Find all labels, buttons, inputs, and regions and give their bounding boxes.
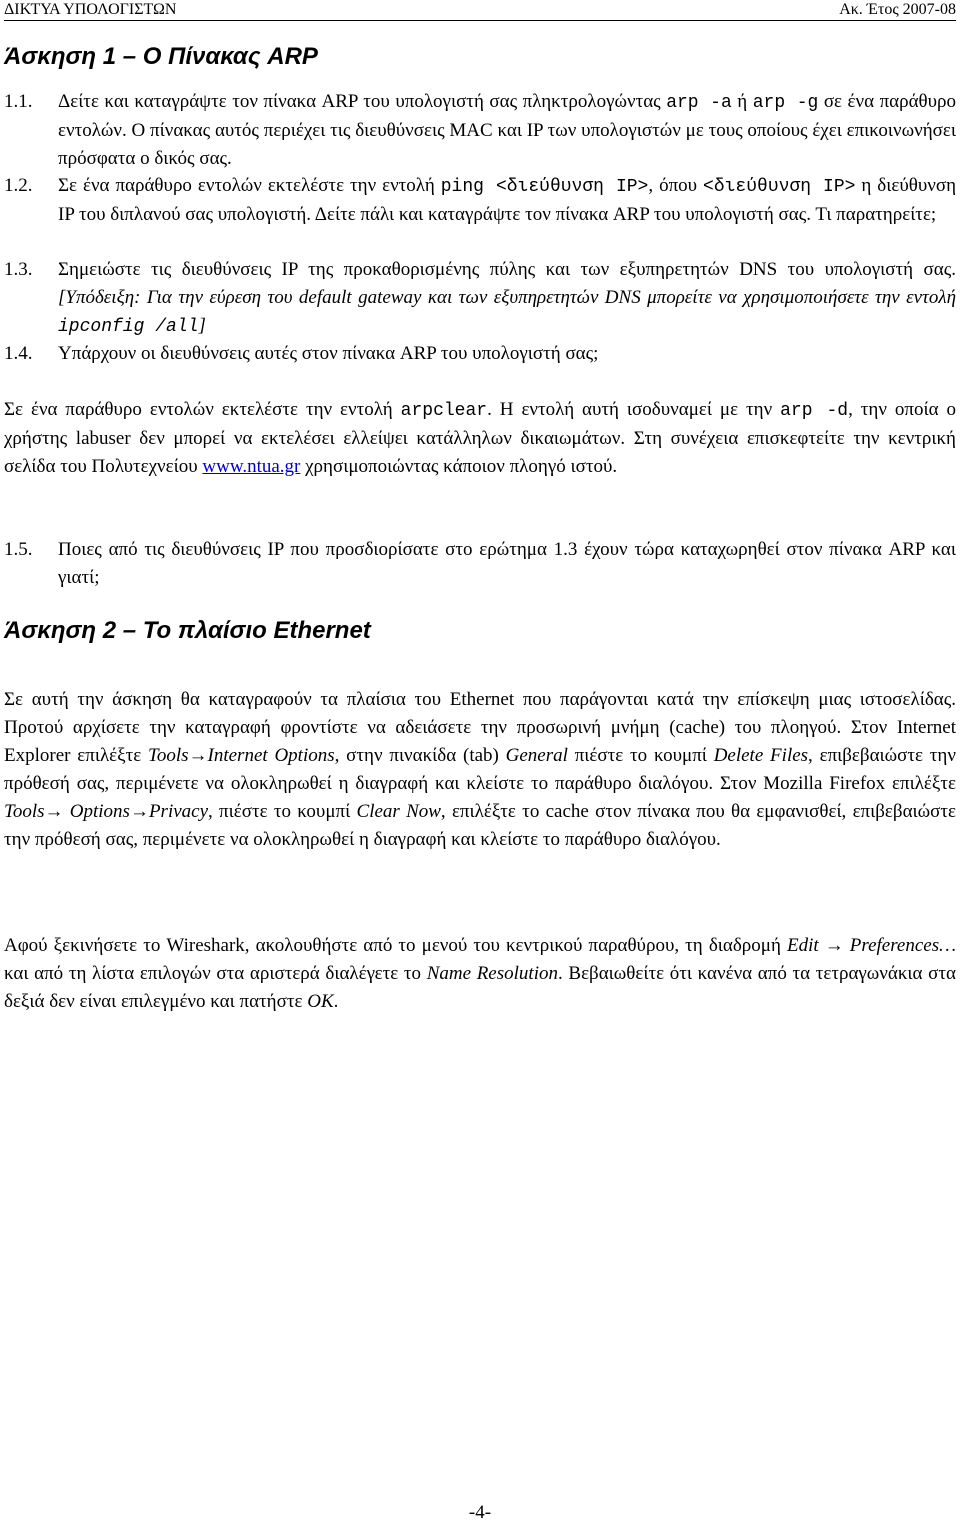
command-arp-a: arp -a [666, 93, 732, 113]
command-arp-g: arp -g [752, 93, 819, 113]
page-number: -4- [468, 1502, 492, 1523]
question-1-4 [4, 340, 956, 368]
question-number: 1.2. [4, 175, 33, 196]
running-header [4, 0, 956, 21]
menu-path-ie: Tools→Internet Options [148, 745, 335, 766]
tab-general: General [505, 745, 568, 766]
command-arpclear: arpclear [400, 401, 488, 421]
button-clear-now: Clear Now [356, 801, 441, 822]
header-year: Ακ. Έτος 2007-08 [839, 1, 956, 18]
question-number: 1.5. [4, 539, 33, 560]
question-text: Υπάρχουν οι διευθύνσεις αυτές στον πίνακα ARP του υπολογιστή σας; [58, 343, 599, 364]
arpclear-paragraph: Σε ένα παράθυρο εντολών εκτελέστε την εντολή arpclear. Η εντολή αυτή ισοδυναμεί με την arp -d, την οποία ο χρήστης labuser δεν μπορεί να εκτελέσει ελλείψει κατάλληλων δικαιωμάτων. Στη συνέχεια επισκεφτείτε την κεντρική σελίδα του Πολυτεχνείου www.ntua.gr χρησιμοποιώντας κάποιον πλοηγό ιστού. [4, 399, 956, 477]
ip-placeholder: <διεύθυνση IP> [703, 177, 856, 197]
button-ok: OK [307, 991, 334, 1012]
button-delete-files: Delete Files [713, 745, 809, 766]
question-1-5 [4, 536, 956, 592]
command-ipconfig: ipconfig /all [58, 317, 199, 337]
question-1-1 [4, 88, 956, 173]
question-1-2 [4, 172, 956, 229]
question-1-3 [4, 256, 956, 341]
hint-text: [Υπόδειξη: Για την εύρεση του default gateway και των εξυπηρετητών DNS μπορείτε να χρησιμοποιήσετε την εντολή [58, 287, 956, 308]
question-text: Ποιες από τις διευθύνσεις IP που προσδιορίσατε στο ερώτημα 1.3 έχουν τώρα καταχωρηθεί στον πίνακα ARP και γιατί; [58, 539, 956, 588]
question-text: Σημειώστε τις διευθύνσεις IP της προκαθορισμένης πύλης και των εξυπηρετητών DNS του υπολογιστή σας. [Υπόδειξη: Για την εύρεση του default gateway και των εξυπηρετητών DNS μπορείτε να χρησιμοποιήσετε την εντολή ipconfig /all] [58, 259, 956, 337]
ntua-link[interactable]: www.ntua.gr [202, 456, 301, 477]
menu-path-firefox: Tools→ Options→Privacy [4, 801, 209, 822]
question-number: 1.3. [4, 259, 33, 280]
header-course: ΔΙΚΤΥΑ ΥΠΟΛΟΓΙΣΤΩΝ [4, 1, 177, 18]
exercise-1-title: Άσκηση 1 – Ο Πίνακας ARP [4, 43, 318, 70]
command-arp-d: arp -d [780, 401, 849, 421]
menu-path-edit-preferences: Edit → Preferences… [786, 935, 956, 956]
question-number: 1.4. [4, 343, 33, 364]
question-text: Σε ένα παράθυρο εντολών εκτελέστε την εντολή ping <διεύθυνση IP>, όπου <διεύθυνση IP> η διεύθυνση IP του διπλανού σας υπολογιστή. Δείτε πάλι και καταγράψτε τον πίνακα ARP του υπολογιστή σας. Τι παρατηρείτε; [58, 175, 957, 225]
command-ping: ping <διεύθυνση IP> [440, 177, 649, 197]
cache-paragraph: Σε αυτή την άσκηση θα καταγραφούν τα πλαίσια του Ethernet που παράγονται κατά την επίσκεψη μιας ιστοσελίδας. Προτού αρχίσετε την καταγραφή φροντίστε να αδειάσετε την προσωρινή μνήμη (cache) του πλοηγού. Στον Internet Explorer επιλέξτε Tools→Internet Options, στην πινακίδα (tab) General πιέστε το κουμπί Delete Files, επιβεβαιώστε την πρόθεσή σας, περιμένετε να ολοκληρωθεί η διαγραφή και κλείστε το παράθυρο διαλόγου. Στον Mozilla Firefox επιλέξτε Tools→ Options→Privacy, πιέστε το κουμπί Clear Now, επιλέξτε το cache στον πίνακα που θα εμφανισθεί, επιβεβαιώστε την πρόθεσή σας, περιμένετε να ολοκληρωθεί η διαγραφή και κλείστε το παράθυρο διαλόγου. [4, 689, 957, 850]
question-number: 1.1. [4, 91, 33, 112]
exercise-2-title: Άσκηση 2 – Το πλαίσιο Ethernet [4, 617, 371, 644]
question-text: Δείτε και καταγράψτε τον πίνακα ARP του υπολογιστή σας πληκτρολογώντας arp -a ή arp -g σε ένα παράθυρο εντολών. Ο πίνακας αυτός περιέχει τις διευθύνσεις MAC και IP των υπολογιστών με τους οποίους έχει επικοινωνήσει πρόσφατα ο δικός σας. [58, 91, 957, 169]
wireshark-paragraph: Αφού ξεκινήσετε το Wireshark, ακολουθήστε από το μενού του κεντρικού παραθύρου, τη διαδρομή Edit → Preferences… και από τη λίστα επιλογών στα αριστερά διαλέγετε το Name Resolution. Βεβαιωθείτε ότι κανένα από τα τετραγωνάκια στα δεξιά δεν είναι επιλεγμένο και πατήστε OK. [4, 935, 956, 1012]
option-name-resolution: Name Resolution [426, 963, 558, 984]
